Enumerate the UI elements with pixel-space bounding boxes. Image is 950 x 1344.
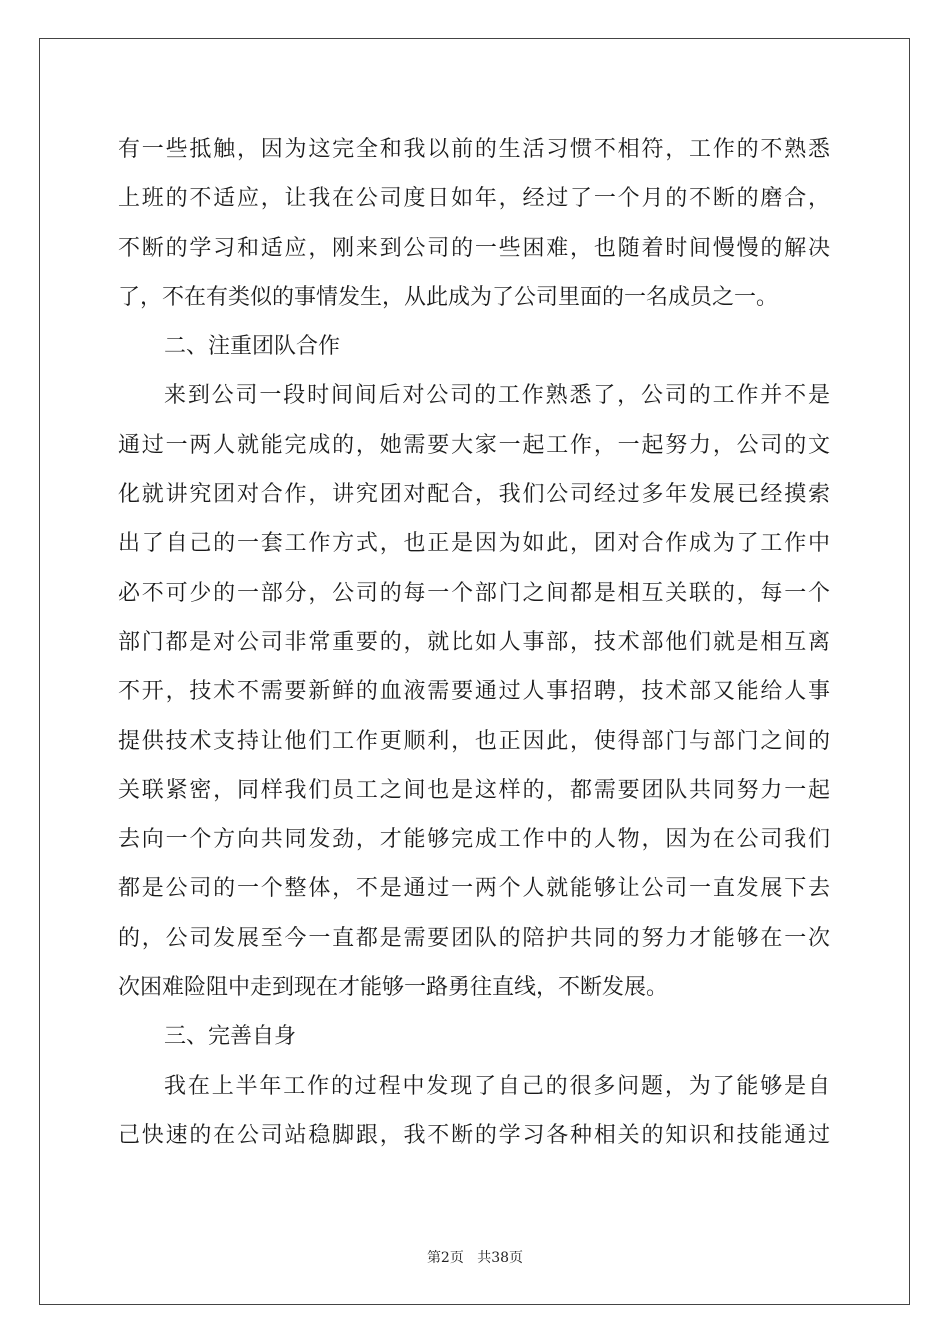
paragraph-line: 关联紧密，同样我们员工之间也是这样的，都需要团队共同努力一起 [118, 777, 830, 803]
paragraph-line: 次困难险阻中走到现在才能够一路勇往直线，不断发展。 [118, 975, 669, 1001]
paragraph-line: 了，不在有类似的事情发生，从此成为了公司里面的一名成员之一。 [118, 284, 779, 310]
section-heading: 二、注重团队合作 [164, 334, 341, 360]
paragraph-line: 不断的学习和适应，刚来到公司的一些困难，也随着时间慢慢的解决 [118, 235, 830, 261]
paragraph-line: 提供技术支持让他们工作更顺利，也正因此，使得部门与部门之间的 [118, 728, 830, 754]
paragraph-line: 部门都是对公司非常重要的，就比如人事部，技术部他们就是相互离 [118, 629, 830, 655]
document-body [118, 125, 830, 1160]
page-footer [0, 1247, 950, 1267]
page-number: 第2页 [426, 1250, 464, 1266]
section-heading: 三、完善自身 [164, 1024, 297, 1050]
paragraph-line: 去向一个方向共同发劲，才能够完成工作中的人物，因为在公司我们 [118, 827, 830, 853]
paragraph-line: 来到公司一段时间间后对公司的工作熟悉了，公司的工作并不是 [164, 383, 830, 409]
paragraph-line: 我在上半年工作的过程中发现了自己的很多问题，为了能够是自 [164, 1073, 830, 1099]
paragraph-line: 出了自己的一套工作方式，也正是因为如此，团对合作成为了工作中 [118, 531, 830, 557]
paragraph-line: 上班的不适应，让我在公司度日如年，经过了一个月的不断的磨合， [118, 186, 830, 212]
paragraph-line: 通过一两人就能完成的，她需要大家一起工作，一起努力，公司的文 [118, 432, 830, 458]
paragraph-line: 必不可少的一部分，公司的每一个部门之间都是相互关联的，每一个 [118, 580, 830, 606]
paragraph-line: 化就讲究团对合作，讲究团对配合，我们公司经过多年发展已经摸索 [118, 482, 830, 508]
paragraph-line: 己快速的在公司站稳脚跟，我不断的学习各种相关的知识和技能通过 [118, 1122, 830, 1148]
paragraph-line: 的，公司发展至今一直都是需要团队的陪护共同的努力才能够在一次 [118, 925, 830, 951]
paragraph-line: 不开，技术不需要新鲜的血液需要通过人事招聘，技术部又能给人事 [118, 679, 830, 705]
page-total: 共38页 [477, 1250, 524, 1266]
paragraph-line: 有一些抵触，因为这完全和我以前的生活习惯不相符，工作的不熟悉 [118, 137, 830, 162]
paragraph-line: 都是公司的一个整体，不是通过一两个人就能够让公司一直发展下去 [118, 876, 830, 902]
